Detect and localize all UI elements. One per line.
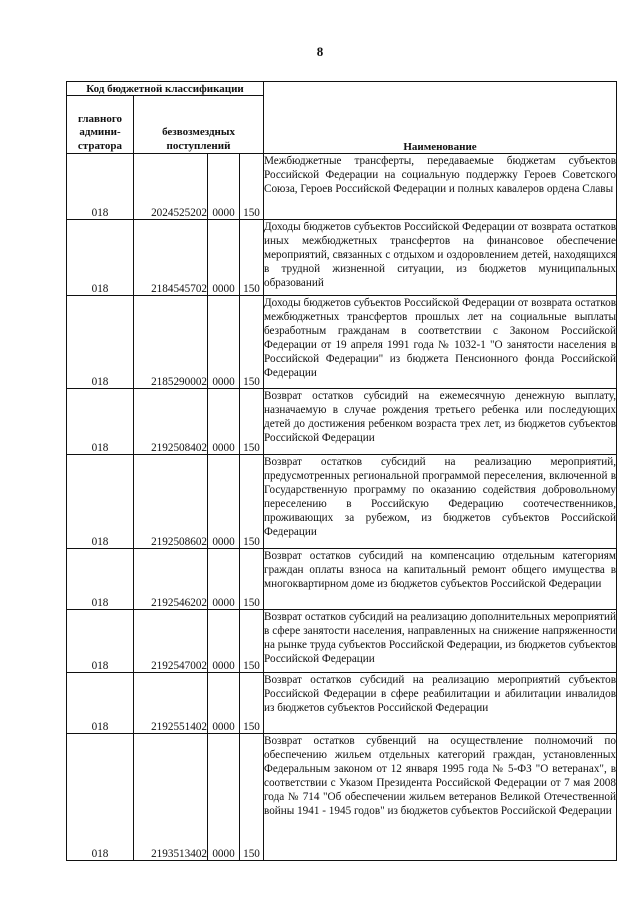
admin-code: 018 xyxy=(67,549,134,610)
page-number: 8 xyxy=(316,44,324,59)
admin-code: 018 xyxy=(67,734,134,861)
item-name: Возврат остатков субсидий на реализацию мероприятий субъектов Российской Федерации в сфере реабилитации и абилитации инвалидов из бюджетов субъектов Российской Федерации xyxy=(264,673,617,734)
budget-classification-table xyxy=(66,81,617,861)
type-code: 150 xyxy=(240,455,264,549)
item-name: Межбюджетные трансферты, передаваемые бюджетам субъектов Российской Федерации на социальную поддержку Героев Советского Союза, Героев Российской Федерации и полных кавалеров ордена Славы xyxy=(264,154,617,220)
receipt-code: 2192551402 xyxy=(134,673,208,734)
admin-code: 018 xyxy=(67,220,134,296)
item-name: Возврат остатков субсидий на реализацию мероприятий, предусмотренных региональной программой переселения, включенной в Государственную программу по оказанию содействия добровольному переселению в Российскую Федерацию соотечественников, проживающих за рубежом, из бюджетов субъектов Российской Федерации xyxy=(264,455,617,549)
subtype-code: 0000 xyxy=(208,455,240,549)
header-row-group xyxy=(67,82,617,96)
item-name: Возврат остатков субвенций на осуществление полномочий по обеспечению жильем отдельных категорий граждан, установленных Федеральным законом от 12 января 1995 года № 5-ФЗ "О ветеранах", в соответствии с Указом Президента Российской Федерации от 7 мая 2008 года № 714 "Об обеспечении жильем ветеранов Великой Отечественной войны 1941 - 1945 годов" из бюджетов субъектов Российской Федерации xyxy=(264,734,617,861)
type-code: 150 xyxy=(240,734,264,861)
header-receipts: безвозмездных поступлений xyxy=(134,96,264,154)
type-code: 150 xyxy=(240,220,264,296)
subtype-code: 0000 xyxy=(208,549,240,610)
table-row xyxy=(67,455,617,549)
subtype-code: 0000 xyxy=(208,673,240,734)
table-row xyxy=(67,296,617,389)
type-code: 150 xyxy=(240,154,264,220)
item-name: Доходы бюджетов субъектов Российской Федерации от возврата остатков межбюджетных трансфертов прошлых лет на социальные выплаты безработным гражданам в соответствии с Законом Российской Федерации от 19 апреля 1991 года № 1032-1 "О занятости населения в Российской Федерации" из бюджета Пенсионного фонда Российской Федерации xyxy=(264,296,617,389)
table-row xyxy=(67,610,617,673)
type-code: 150 xyxy=(240,296,264,389)
receipt-code: 2192547002 xyxy=(134,610,208,673)
receipt-code: 2192546202 xyxy=(134,549,208,610)
receipt-code: 2184545702 xyxy=(134,220,208,296)
receipt-code: 2193513402 xyxy=(134,734,208,861)
subtype-code: 0000 xyxy=(208,734,240,861)
type-code: 150 xyxy=(240,549,264,610)
header-budget-classification: Код бюджетной классификации xyxy=(67,82,264,96)
item-name: Доходы бюджетов субъектов Российской Федерации от возврата остатков иных межбюджетных трансфертов на финансовое обеспечение мероприятий, связанных с отдыхом и оздоровлением детей, находящихся в трудной жизненной ситуации, из бюджетов муниципальных образований xyxy=(264,220,617,296)
item-name: Возврат остатков субсидий на реализацию дополнительных мероприятий в сфере занятости населения, направленных на снижение напряженности на рынке труда субъектов Российской Федерации, из бюджетов субъектов Российской Федерации xyxy=(264,610,617,673)
subtype-code: 0000 xyxy=(208,154,240,220)
subtype-code: 0000 xyxy=(208,220,240,296)
item-name: Возврат остатков субсидий на ежемесячную денежную выплату, назначаемую в случае рождения третьего ребенка или последующих детей до достижения ребенком возраста трех лет, из бюджетов субъектов Российской Федерации xyxy=(264,389,617,455)
header-name: Наименование xyxy=(264,82,617,154)
admin-code: 018 xyxy=(67,610,134,673)
table-row xyxy=(67,734,617,861)
table-row xyxy=(67,154,617,220)
table-row xyxy=(67,673,617,734)
receipt-code: 2192508402 xyxy=(134,389,208,455)
admin-code: 018 xyxy=(67,154,134,220)
type-code: 150 xyxy=(240,389,264,455)
subtype-code: 0000 xyxy=(208,389,240,455)
table-row xyxy=(67,549,617,610)
subtype-code: 0000 xyxy=(208,296,240,389)
type-code: 150 xyxy=(240,610,264,673)
receipt-code: 2024525202 xyxy=(134,154,208,220)
receipt-code: 2185290002 xyxy=(134,296,208,389)
admin-code: 018 xyxy=(67,296,134,389)
table-row xyxy=(67,389,617,455)
admin-code: 018 xyxy=(67,389,134,455)
table-row xyxy=(67,220,617,296)
subtype-code: 0000 xyxy=(208,610,240,673)
admin-code: 018 xyxy=(67,455,134,549)
type-code: 150 xyxy=(240,673,264,734)
admin-code: 018 xyxy=(67,673,134,734)
header-admin: главного админи-стратора xyxy=(67,96,134,154)
receipt-code: 2192508602 xyxy=(134,455,208,549)
item-name: Возврат остатков субсидий на компенсацию отдельным категориям граждан оплаты взноса на капитальный ремонт общего имущества в многоквартирном доме из бюджетов субъектов Российской Федерации xyxy=(264,549,617,610)
